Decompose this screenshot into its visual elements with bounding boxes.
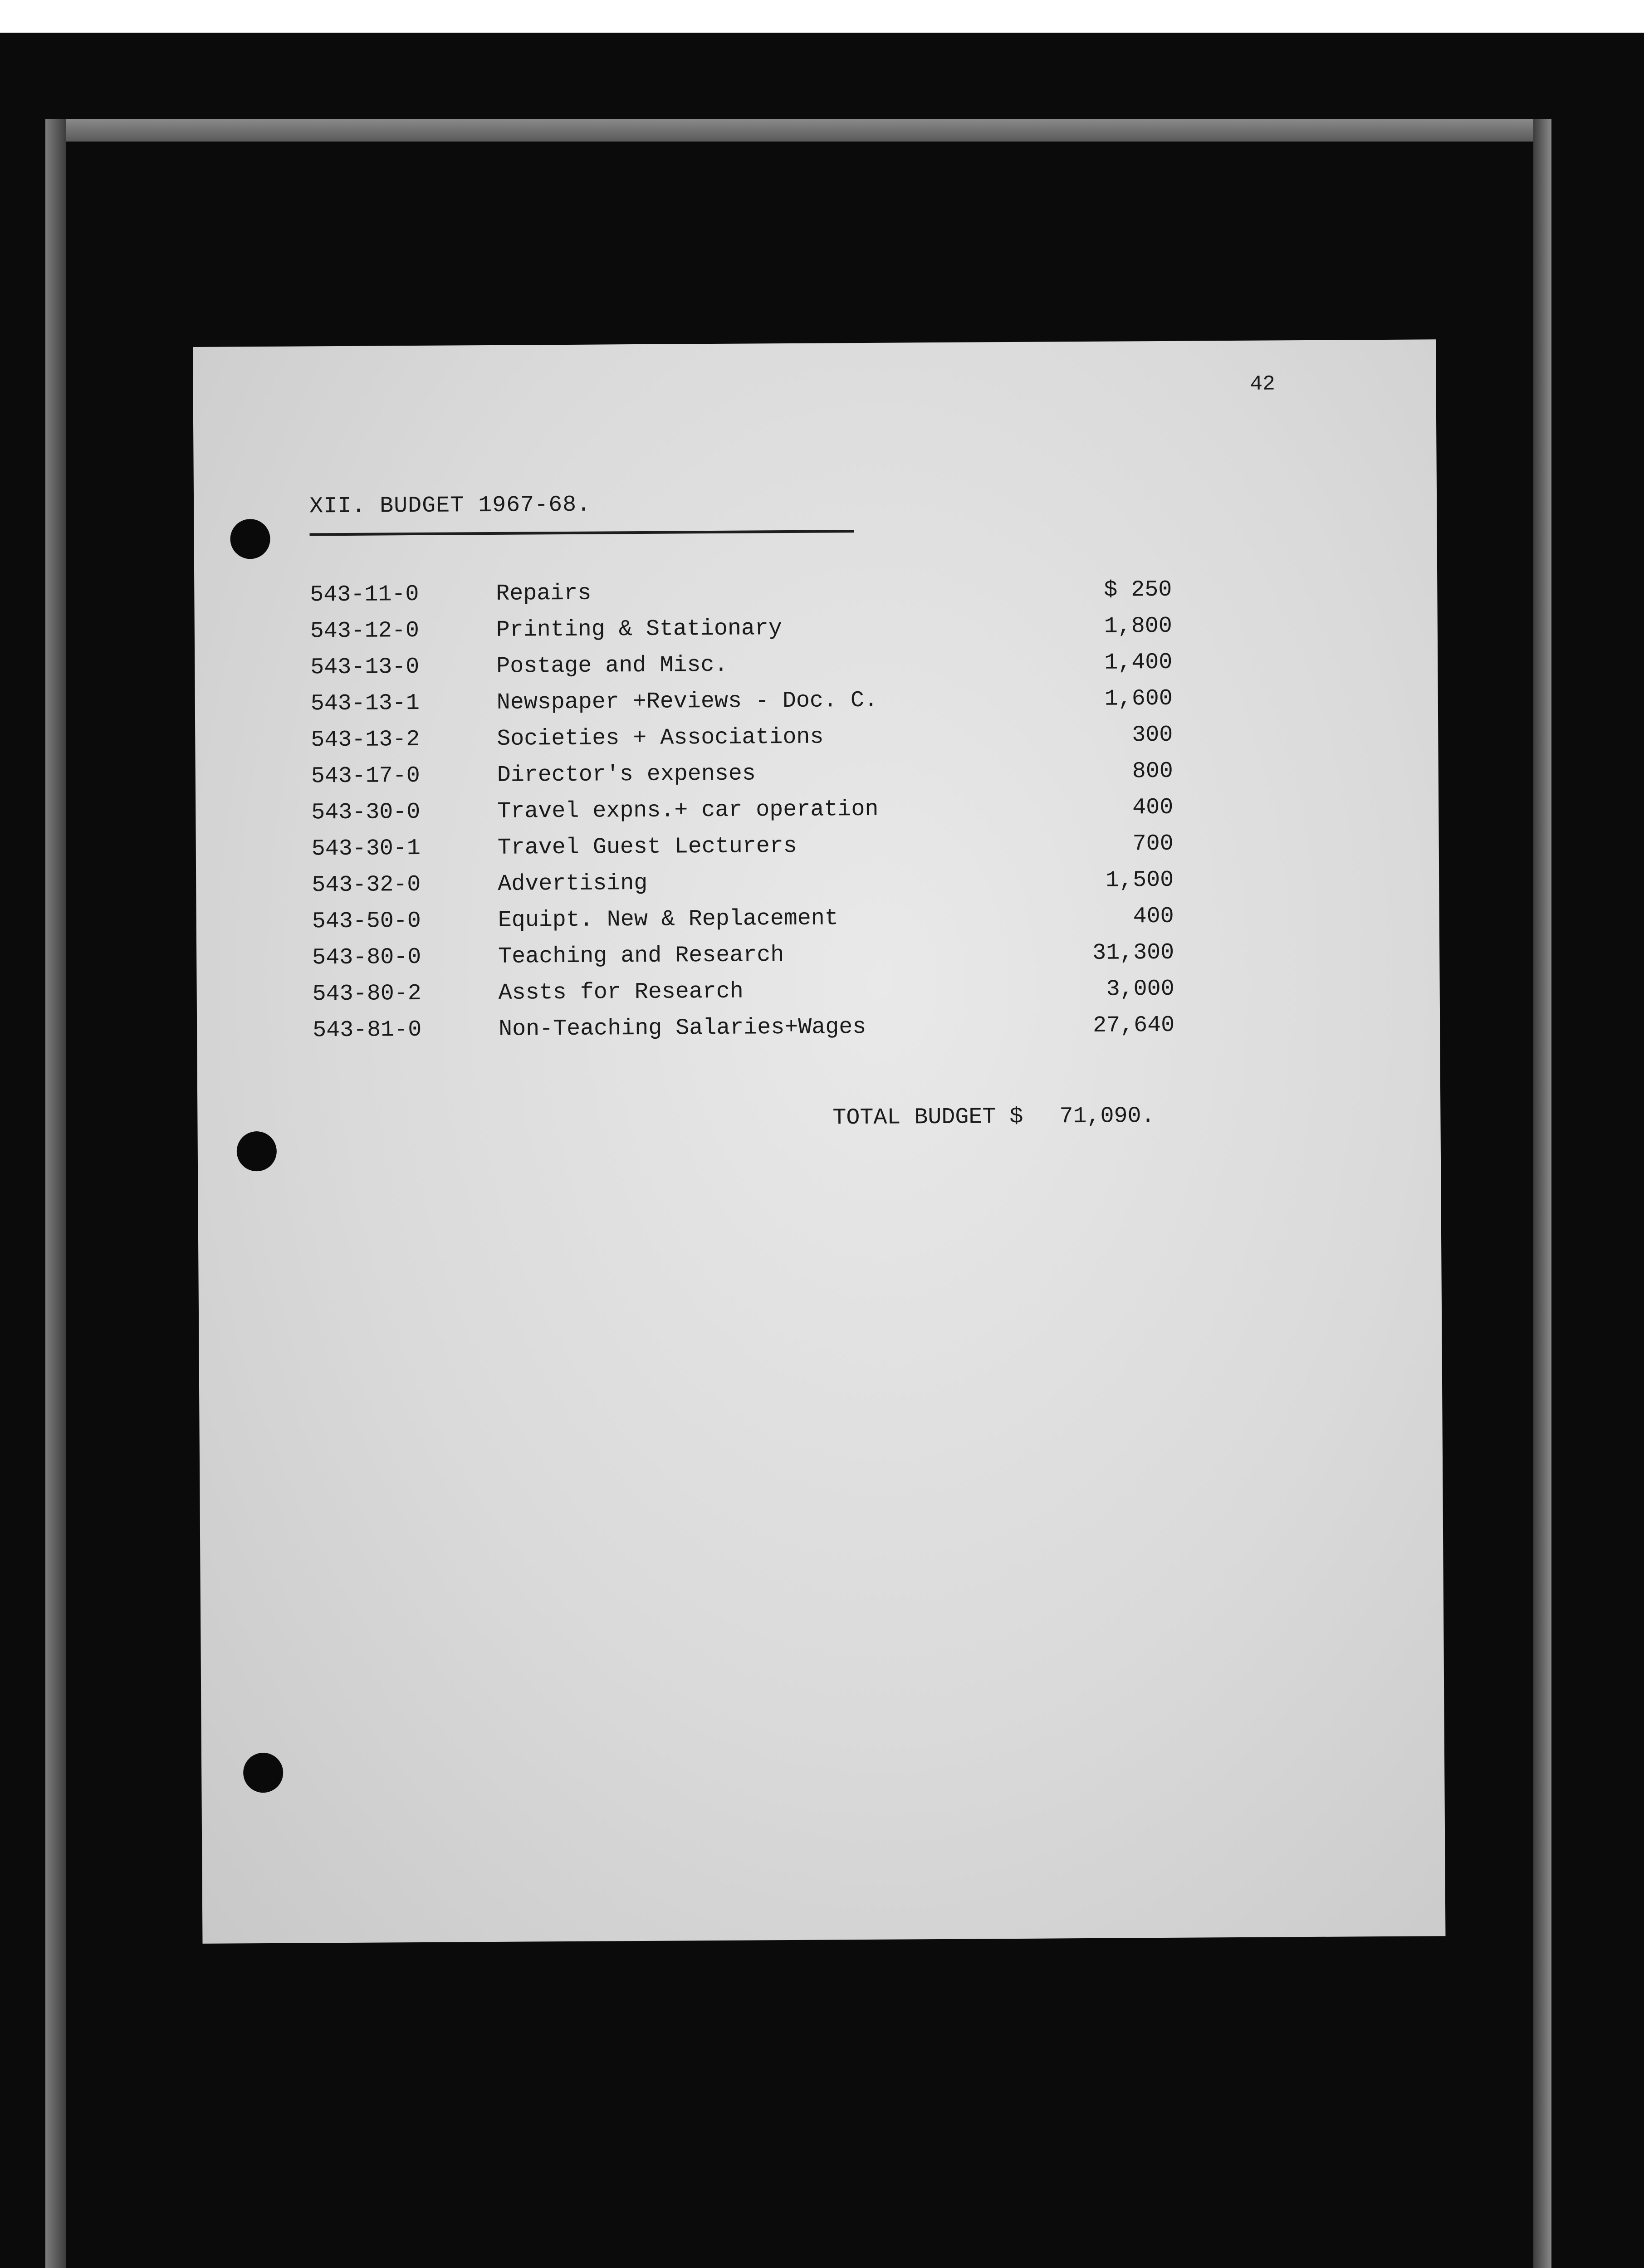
item-amount: 1,800 [1104,613,1172,640]
item-description: Newspaper +Reviews - Doc. C. [496,687,878,716]
account-code: 543-13-2 [311,726,420,753]
account-code: 543-81-0 [313,1017,422,1044]
account-code: 543-11-0 [310,581,419,608]
document-page [193,339,1445,1944]
item-amount: 1,400 [1104,649,1173,676]
account-code: 543-12-0 [310,617,420,645]
table-row [312,904,1174,945]
table-row [311,795,1173,836]
film-rail-right [1533,119,1551,2268]
item-amount: 1,500 [1106,867,1174,894]
item-amount: 400 [1132,794,1174,821]
account-code: 543-13-0 [310,654,420,681]
punch-hole [243,1753,284,1793]
item-description: Advertising [498,870,648,897]
item-description: Travel Guest Lecturers [497,833,798,861]
account-code: 543-30-1 [311,835,421,862]
table-row [311,722,1173,764]
account-code: 543-17-0 [311,763,421,790]
page-number: 42 [1250,372,1275,396]
item-amount: 27,640 [1092,1012,1175,1039]
table-row [310,613,1172,655]
title-underline [310,530,854,536]
item-description: Teaching and Research [498,942,784,970]
item-amount: 3,000 [1106,976,1174,1002]
item-amount: 1,600 [1104,685,1173,712]
item-description: Societies + Associations [497,724,824,752]
account-code: 543-30-0 [311,799,421,826]
budget-table [310,577,1174,1054]
item-amount: 800 [1132,758,1173,785]
item-description: Travel expns.+ car operation [497,796,879,825]
item-description: Equipt. New & Replacement [498,905,839,934]
table-row [313,1012,1174,1054]
table-row [312,940,1174,982]
total-value: 71,090. [1059,1103,1155,1130]
table-row [312,831,1174,873]
account-code: 543-80-0 [312,944,421,971]
account-code: 543-80-2 [312,980,421,1007]
item-description: Assts for Research [498,978,744,1006]
punch-hole [230,519,270,559]
table-row [311,758,1173,800]
item-amount: 300 [1132,722,1173,748]
film-rail-left [45,119,66,2268]
punch-hole [237,1131,277,1172]
table-row [313,976,1174,1018]
table-row [310,650,1172,691]
item-description: Non-Teaching Salaries+Wages [499,1014,866,1042]
item-description: Repairs [496,580,592,607]
film-rail-top [45,119,1533,142]
account-code: 543-13-1 [310,690,420,717]
account-code: 543-50-0 [312,908,421,935]
item-amount: $ 250 [1104,577,1172,603]
account-code: 543-32-0 [312,871,421,899]
table-row [312,867,1174,909]
total-budget [832,1103,1155,1131]
item-amount: 400 [1133,903,1174,930]
table-row [310,577,1172,619]
section-title: XII. BUDGET 1967-68. [309,492,591,520]
item-description: Postage and Misc. [496,652,728,679]
item-amount: 31,300 [1092,939,1174,966]
total-label: TOTAL BUDGET $ [832,1104,1023,1131]
item-description: Director's expenses [497,761,756,788]
table-row [311,686,1173,728]
item-description: Printing & Stationary [496,616,783,643]
item-amount: 700 [1132,831,1174,857]
